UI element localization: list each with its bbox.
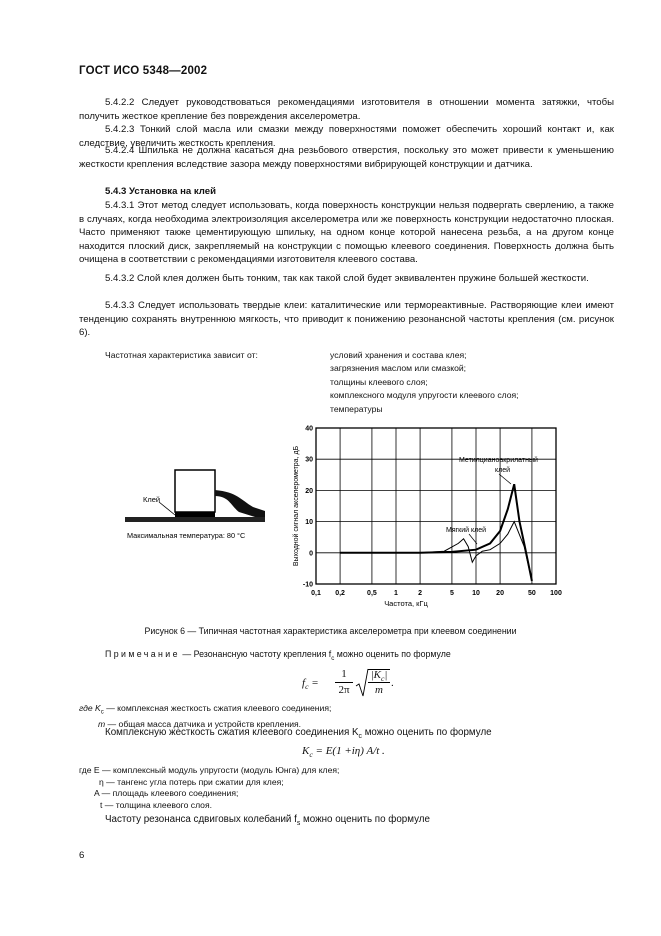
kc-intro-sub: c (358, 732, 362, 740)
y-axis-label: Выходной сигнал акселерометра, дБ (293, 445, 300, 567)
dependency-item: температуры (330, 403, 383, 414)
def-t: t — толщина клеевого слоя. (100, 799, 213, 810)
f1-rad-num-end: | (384, 669, 388, 681)
document-header: ГОСТ ИСО 5348—2002 (79, 65, 208, 77)
x-tick-label: 0,1 (311, 590, 321, 597)
y-tick-label: 0 (309, 550, 313, 558)
hard-glue-label: Метилцианоакрилатный (459, 457, 538, 464)
dependency-item: загрязнения маслом или смазкой; (330, 363, 467, 374)
shear-resonance-intro (105, 814, 430, 827)
f1-lhs-sub: c (305, 682, 309, 692)
f1-rad-den: m (375, 684, 383, 696)
figure-6 (79, 420, 579, 620)
kc-intro (105, 727, 492, 740)
def-a: A — площадь клеевого соединения; (94, 788, 239, 799)
x-tick-label: 1 (394, 590, 398, 597)
hard-glue-label-2: клей (495, 467, 511, 474)
series-hard-glue-line (340, 484, 532, 581)
note-text: — Резонансную частоту крепления f (182, 649, 332, 659)
glue-leader-line (159, 502, 175, 515)
x-tick-label: 0,5 (367, 590, 377, 597)
note-sub: c (331, 654, 335, 662)
x-tick-label: 0,2 (335, 590, 345, 597)
x-tick-labels (311, 590, 562, 597)
frequency-response-chart (292, 426, 562, 609)
y-tick-label: 30 (305, 456, 313, 464)
y-tick-labels (303, 426, 313, 589)
x-tick-label: 20 (496, 590, 504, 597)
x-tick-label: 10 (472, 590, 480, 597)
x-axis-label: Частота, кГц (384, 599, 428, 608)
f1-lhs: f (302, 677, 306, 689)
glue-label: Клей (143, 495, 161, 504)
y-tick-label: 40 (305, 425, 313, 433)
paragraph-5-4-2-2: 5.4.2.2 Следует руководствоваться рекомендациями изготовителя в отношении момента затяжки, чтобы получить жесткое крепление без повреждения акселерометра. (79, 97, 614, 122)
f2-lhs: K (302, 745, 310, 757)
dependency-lead: Частотная характеристика зависит от: (105, 350, 258, 360)
f2-lhs-sub: c (309, 750, 313, 760)
where-kc-sub: c (100, 709, 104, 716)
series-soft-glue-line (340, 522, 532, 581)
m-description: — общая масса датчика и устройств крепления. (105, 719, 302, 730)
dependency-list (330, 349, 519, 416)
paragraph-5-4-3-1: 5.4.3.1 Этот метод следует использовать, когда поверхность конструкции нельзя подвергать сверлению, а также в случаях, когда необходима электроизоляция акселерометра или же поверхность конструкции недостаточно плоская. Часто применяют также цементирующую шпильку, на одном конце которой нанесена резьба, а на другом конце находится плоский диск, закрепляемый на конструкции с помощью клеевого соединения. Поверхность должна быть очищена в соответствии с рекомендациями изготовителя клеевого состава. (79, 200, 614, 266)
x-tick-label: 100 (550, 590, 562, 597)
accelerometer-body (175, 470, 215, 512)
m-symbol: m (98, 719, 106, 730)
chart-frame (316, 428, 556, 584)
y-tick-label: 20 (305, 487, 313, 495)
kc-description: — комплексная жесткость сжатия клеевого соединения; (103, 703, 332, 713)
paragraph-5-4-3-3: 5.4.3.3 Следует использовать твердые клеи: каталитические или термореактивные. Растворяющие клеи имеют тенденцию сохранять внутреннюю мягкость, что приводит к понижению резонансной частоты крепления (см. рисунок 6). (79, 300, 614, 339)
f1-num: 1 (341, 668, 347, 680)
kc-intro-text-2: можно оценить по формуле (361, 727, 492, 738)
sensor-cable (215, 490, 265, 517)
x-tick-label: 5 (449, 590, 454, 597)
dependency-item: комплексного модуля упругости клеевого слоя; (330, 390, 519, 401)
glue-layer (175, 512, 215, 517)
formula-complex-stiffness (302, 745, 385, 759)
shear-text: Частоту резонанса сдвиговых колебаний f (105, 814, 297, 825)
shear-text-2: можно оценить по формуле (300, 814, 430, 825)
definitions-2 (79, 765, 339, 811)
chart-grid (316, 428, 556, 584)
section-heading-5-4-3: 5.4.3 Установка на клей (105, 186, 217, 197)
note-text-2: можно оценить по формуле (334, 649, 451, 659)
paragraph-5-4-2-3: 5.4.2.3 Тонкий слой масла или смазки между поверхностями поможет обеспечить хороший контакт и, как следствие, увеличить жесткость крепления. (79, 124, 614, 149)
x-tick-label: 50 (528, 590, 536, 597)
y-tick-label: -10 (302, 581, 313, 589)
note (105, 649, 451, 662)
figure-caption: Рисунок 6 — Типичная частотная характеристика акселерометра при клеевом соединении (144, 626, 517, 636)
f1-rad-num: |K (370, 669, 381, 681)
def-eta: η — тангенс угла потерь при сжатии для клея; (99, 776, 284, 787)
dependency-item: условий хранения и состава клея; (330, 350, 467, 360)
shear-sub: s (296, 819, 301, 827)
x-tick-label: 2 (418, 590, 423, 597)
note-label: Примечание (105, 649, 180, 659)
dependency-item: толщины клеевого слоя; (330, 376, 428, 387)
soft-glue-label: Мягкий клей (446, 527, 487, 534)
paragraph-5-4-2-4: 5.4.2.4 Шпилька не должна касаться дна резьбового отверстия, поскольку это может привести к уменьшению жесткости крепления вследствие зазора между поверхностями вибрирующей конструкции и датчика. (79, 145, 614, 170)
radical-sign (355, 668, 369, 698)
hard-glue-leader (499, 474, 511, 484)
glued-accelerometer-drawing (125, 470, 265, 540)
kc-intro-text: Комплексную жесткость сжатия клеевого соединения K (105, 727, 359, 738)
f2-rhs: = E(1 +iη) A/t . (315, 745, 385, 757)
max-temperature-label: Максимальная температура: 80 °С (127, 531, 246, 540)
paragraph-5-4-3-2: 5.4.3.2 Слой клея должен быть тонким, так как такой слой будет эквивалентен пружине большей жесткости. (105, 273, 589, 284)
where-kc: где K (79, 703, 101, 713)
y-tick-label: 10 (305, 519, 313, 527)
f1-rad-num-sub: c (380, 674, 385, 684)
mounting-surface (125, 517, 265, 522)
formula-resonance-frequency: $f_c$ = 1 2π $|K_c|$ m . (302, 668, 394, 696)
f1-den: 2π (338, 684, 350, 696)
figure-6-svg (79, 420, 579, 620)
page-number: 6 (79, 850, 85, 861)
def-e: где E — комплексный модуль упругости (модуль Юнга) для клея; (79, 765, 340, 775)
